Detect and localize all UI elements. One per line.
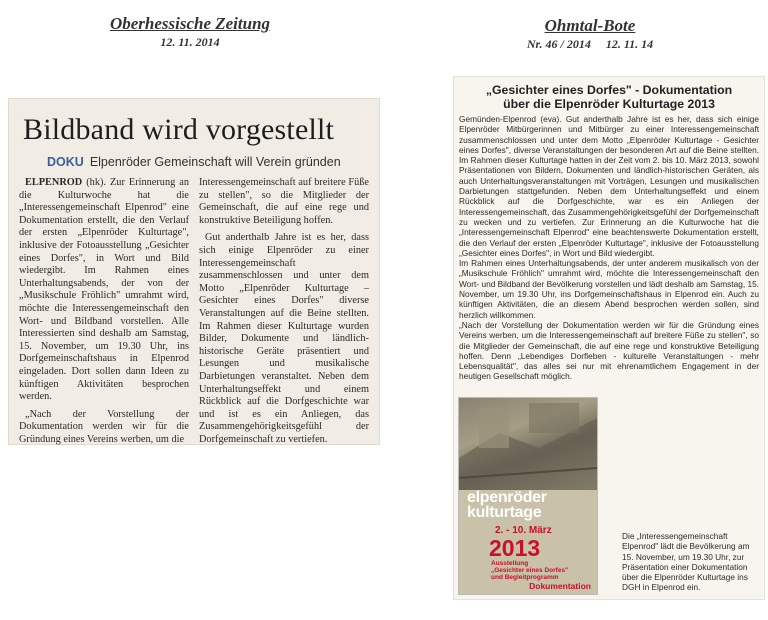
poster-title-line: elpenröder bbox=[467, 489, 547, 506]
image-caption: Die „Interessengemeinschaft Elpenrod" lädt die Bevölkerung am 15. November, um 19.30 Uhr, zur Präsentation einer Dokumentation über die Elpenröder Kulturtage ins DGH in Elpenrod ein. bbox=[622, 531, 750, 593]
left-article-clipping bbox=[8, 98, 380, 445]
article-headline: Bildband wird vorgestellt bbox=[23, 113, 335, 146]
article-paragraph: Im Rahmen eines Unterhaltungsabends, der unter anderem musikalisch von der „Musikschule Fröhlich" umrahmt wird, möchte die Interessengemeinschaft den Wort- und Bildband der Bevölkerung vorstellen und lädt deshalb am Samstag, 15. November, um 19.30 Uhr, ins Dorfgemeinschaftshaus in Elpenrod ein. Auch zu künftigen Aktivitäten, die an diesem Abend besprochen werden sollen, sind herzlich willkommen. bbox=[459, 258, 759, 320]
newspaper-date: 12. 11. 2014 bbox=[160, 35, 220, 49]
article-paragraph: Gemünden-Elpenrod (eva). Gut anderthalb Jahre ist es her, dass sich einige Elpenröder Mitbürgerinnen und Mitbürger zu einer Interessengemeinschaft zusammenschlossen und unter dem Motto „Elpenröder Kulturtage - Gesichter eines Dorfes", diverse Veranstaltungen der besonderen Art auf die Beine stellten. Im Rahmen dieser Kulturtage hatten in der Zeit vom 2. bis 10. März 2013, sowohl Präsentationen von Bildern, Dokumenten und ländlich-historischen Geräten, als auch Unterhaltungsveranstaltungen mit Vorträgen, Lesungen und musikalischen Darbietungen stattgefunden. Neben dem Unterhaltungseffekt und einem Rückblick auf die Dorfgeschichte, war es ein Anliegen der Interessengemeinschaft, das Zusammengehörigkeitsgefühl der Dorfgemeinschaft zu wecken und zu vertiefen. Zur Erinnerung an die Kulturwoche hat die „Interessengemeinschaft Elpenrod" eine beachtenswerte Dokumentation erstellt, die den Verlauf der ersten „Elpenröder Kulturtage", inklusive der Fotoausstellung „Gesichter eines Dorfes", in Wort und Bild wiedergibt. bbox=[459, 114, 759, 258]
newspaper-name: Oberhessische Zeitung bbox=[109, 14, 271, 33]
article-headline bbox=[454, 77, 764, 114]
left-masthead bbox=[40, 14, 340, 50]
village-photo bbox=[459, 398, 597, 490]
article-column-1 bbox=[19, 177, 189, 451]
article-body bbox=[454, 114, 764, 382]
poster-subtitle-line: und Begleitprogramm bbox=[491, 574, 559, 582]
newspaper-issue-date: Nr. 46 / 2014 12. 11. 14 bbox=[526, 37, 654, 51]
documentation-cover-image bbox=[458, 397, 598, 595]
article-columns bbox=[19, 177, 369, 451]
article-paragraph: „Nach der Vorstellung der Dokumentation werden wir für die Gründung eines Vereins werben, um die Interessengemeinschaft auf breitere Füße zu stellen", so die Mitglieder der Gemeinschaft, die auf eine rege und konstruktive Beteiligung hoffen. Denn „Lebendiges Dorfleben - kulturelle Veranstaltungen - mehr Lebensqualität", das alles sei nur mit ehrenamtlichem Engagement in der heutigen Gesellschaft möglich. bbox=[459, 319, 759, 382]
article-column-2 bbox=[199, 177, 369, 451]
poster-year: 2013 bbox=[489, 535, 541, 561]
newspaper-name: Ohmtal-Bote bbox=[544, 16, 636, 35]
article-dateline: ELPENROD bbox=[25, 177, 83, 188]
article-paragraph: „Nach der Vorstellung der Dokumentation werden wir für die Gründung eines Vereins werben, um die bbox=[19, 408, 189, 445]
headline-line: „Gesichter eines Dorfes" - Dokumentation bbox=[485, 83, 733, 97]
poster-footer: Dokumentation bbox=[529, 581, 591, 591]
poster-dates: 2. - 10. März bbox=[495, 525, 552, 536]
right-article-clipping bbox=[453, 76, 765, 600]
article-paragraph: Interessengemeinschaft auf breitere Füße zu stellen", so die Mitglieder der Gemeinschaft, die auf eine rege und konstruktive Beteiligung hoffen. bbox=[199, 177, 369, 226]
subheadline-text: Elpenröder Gemeinschaft will Verein gründen bbox=[89, 155, 341, 169]
right-masthead bbox=[440, 16, 740, 52]
article-kicker: DOKU bbox=[47, 155, 84, 169]
poster-subtitle bbox=[491, 560, 568, 582]
article-paragraph: Gut anderthalb Jahre ist es her, dass sich einige Elpenröder zu einer Interessengemeinschaft zusammenschlossen und unter dem Motto „Elpenröder Kulturtage – Gesichter eines Dorfes" diverse Veranstaltungen auf die Beine stellten. Im Rahmen dieser Kulturtage wurden Bilder, Dokumente und ländlich-historische Geräte präsentiert und Lesungen und musikalische Darbietungen veranstaltet. Neben dem Unterhaltungseffekt und einem Rückblick auf die Dorfgeschichte war und ist es ein Anliegen, das Zusammengehörigkeitsgefühl der Dorfgemeinschaft zu vertiefen. bbox=[199, 232, 369, 445]
poster-title-line: kulturtage bbox=[467, 504, 542, 521]
article-subheadline bbox=[47, 155, 379, 169]
headline-line: über die Elpenröder Kulturtage 2013 bbox=[503, 97, 715, 111]
poster-subtitle-line: Ausstellung bbox=[491, 560, 529, 567]
poster-subtitle-line: „Gesichter eines Dorfes" bbox=[491, 567, 569, 575]
paragraph-text: (hk). Zur Erinnerung an die Kulturwoche hat die „Interessengemeinschaft Elpenrod" eine Dokumentation erstellt, die den Verlauf der ersten „Elpenröder Kulturtage", inklusive der Fotoausstellung „Gesichter eines Dorfes", in Wort und Bild wiedergibt. Im Rahmen eines Unterhaltungsabends, der von der „Musikschule Fröhlich" umrahmt wird, möchte die Interessengemeinschaft den Wort- und Bildband vorstellen. Alle Interessierten sind deshalb am Samstag, 15. November, um 19.30 Uhr, ins Dorfgemeinschaftshaus in Elpenrod eingeladen. Dort sollen dann Ideen zu künftigen Aktivitäten besprochen werden. bbox=[19, 177, 189, 403]
article-paragraph bbox=[19, 177, 189, 404]
poster-title bbox=[467, 490, 547, 520]
